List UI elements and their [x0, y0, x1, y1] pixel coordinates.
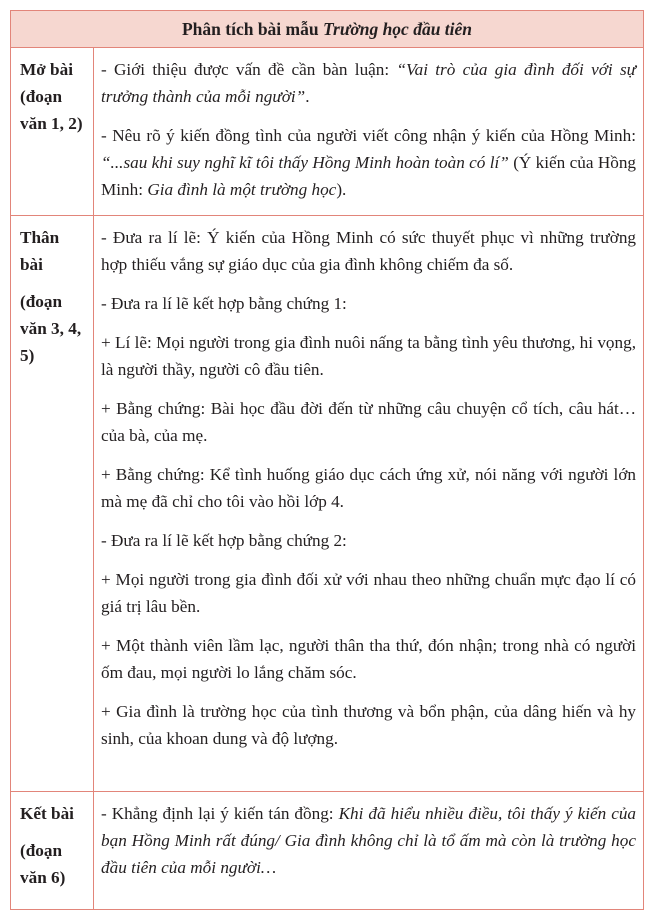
text-run: - Giới thiệu được vấn đề cần bàn luận:: [101, 60, 397, 79]
content-paragraph: [101, 698, 636, 752]
section-label-line: (đoạn: [20, 87, 63, 106]
section-content: [94, 216, 644, 792]
content-paragraph: [101, 566, 636, 620]
italic-text: “...sau khi suy nghĩ kĩ tôi thấy Hồng Minh hoàn toàn có lí”: [101, 153, 509, 172]
content-paragraph: [101, 527, 636, 554]
section-label-line: Thân bài: [20, 228, 60, 274]
section-content: [94, 792, 644, 910]
text-run: - Đưa ra lí lẽ kết hợp bằng chứng 2:: [101, 531, 347, 550]
text-run: - Nêu rõ ý kiến đồng tình của người viết công nhận ý kiến của Hồng Minh:: [101, 126, 637, 145]
text-run: ).: [336, 180, 347, 199]
section-label-line: 5): [20, 346, 35, 365]
text-run: + Gia đình là trường học của tình thương và bổn phận, của dâng hiến và hy sinh, của khoan dung và độ lượng.: [101, 702, 637, 748]
text-run: + Bằng chứng: Kể tình huống giáo dục cách ứng xử, nói năng với người lớn mà mẹ đã chỉ cho tôi vào hồi lớp 4.: [101, 465, 637, 511]
text-run: - Khẳng định lại ý kiến tán đồng:: [101, 804, 339, 823]
section-label-line: văn 3, 4,: [20, 319, 82, 338]
content-paragraph: [101, 461, 636, 515]
section-label-than-bai: [11, 216, 94, 792]
italic-text: Gia đình là một trường học: [147, 180, 337, 199]
italic-text: “Vai trò của gia đình đối với sự trưởng thành của mỗi người”: [101, 60, 637, 106]
section-label-line: Kết bài: [20, 804, 74, 823]
text-run: .: [305, 87, 310, 106]
analysis-table: [10, 10, 644, 910]
section-label-line: văn 1, 2): [20, 114, 83, 133]
section-label-line: (đoạn: [20, 841, 63, 860]
section-row-ket-bai: [11, 792, 644, 910]
section-row-mo-bai: [11, 48, 644, 216]
table-title: [11, 11, 644, 48]
text-run: + Một thành viên lầm lạc, người thân tha thứ, đón nhận; trong nhà có người ốm đau, mọi người lo lắng chăm sóc.: [101, 636, 637, 682]
content-paragraph: [101, 224, 636, 278]
text-run: (Ý kiến của Hồng Minh:: [101, 153, 637, 199]
section-label-line: Mở bài: [20, 60, 73, 79]
section-label-ket-bai: [11, 792, 94, 910]
text-run: - Đưa ra lí lẽ: Ý kiến của Hồng Minh có sức thuyết phục vì những trường hợp thiếu vắng sự giáo dục của gia đình không chiếm đa số.: [101, 228, 637, 274]
section-content: [94, 48, 644, 216]
content-paragraph: [101, 56, 636, 110]
text-run: + Lí lẽ: Mọi người trong gia đình nuôi nấng ta bằng tình yêu thương, hi vọng, là người thầy, người cô đầu tiên.: [101, 333, 637, 379]
text-run: + Bằng chứng: Bài học đầu đời đến từ những câu chuyện cổ tích, câu hát… của bà, của mẹ.: [101, 399, 637, 445]
section-row-than-bai: [11, 216, 644, 792]
content-paragraph: [101, 395, 636, 449]
table-title-prefix: Phân tích bài mẫu: [181, 18, 323, 39]
section-label-line: (đoạn: [20, 292, 63, 311]
italic-text: Khi đã hiểu nhiều điều, tôi thấy ý kiến của bạn Hồng Minh rất đúng/ Gia đình không chỉ là tổ ấm mà còn là trường học đầu tiên của mỗi người…: [101, 804, 637, 877]
text-run: + Mọi người trong gia đình đối xử với nhau theo những chuẩn mực đạo lí có giá trị lâu bền.: [101, 570, 637, 616]
content-paragraph: [101, 122, 636, 203]
content-paragraph: [101, 329, 636, 383]
content-paragraph: [101, 290, 636, 317]
content-paragraph: [101, 632, 636, 686]
content-paragraph: [101, 800, 636, 881]
table-header-row: [11, 11, 644, 48]
section-label-mo-bai: [11, 48, 94, 216]
table-title-work: Trường học đầu tiên: [322, 18, 473, 39]
text-run: - Đưa ra lí lẽ kết hợp bằng chứng 1:: [101, 294, 347, 313]
section-label-line: văn 6): [20, 868, 66, 887]
